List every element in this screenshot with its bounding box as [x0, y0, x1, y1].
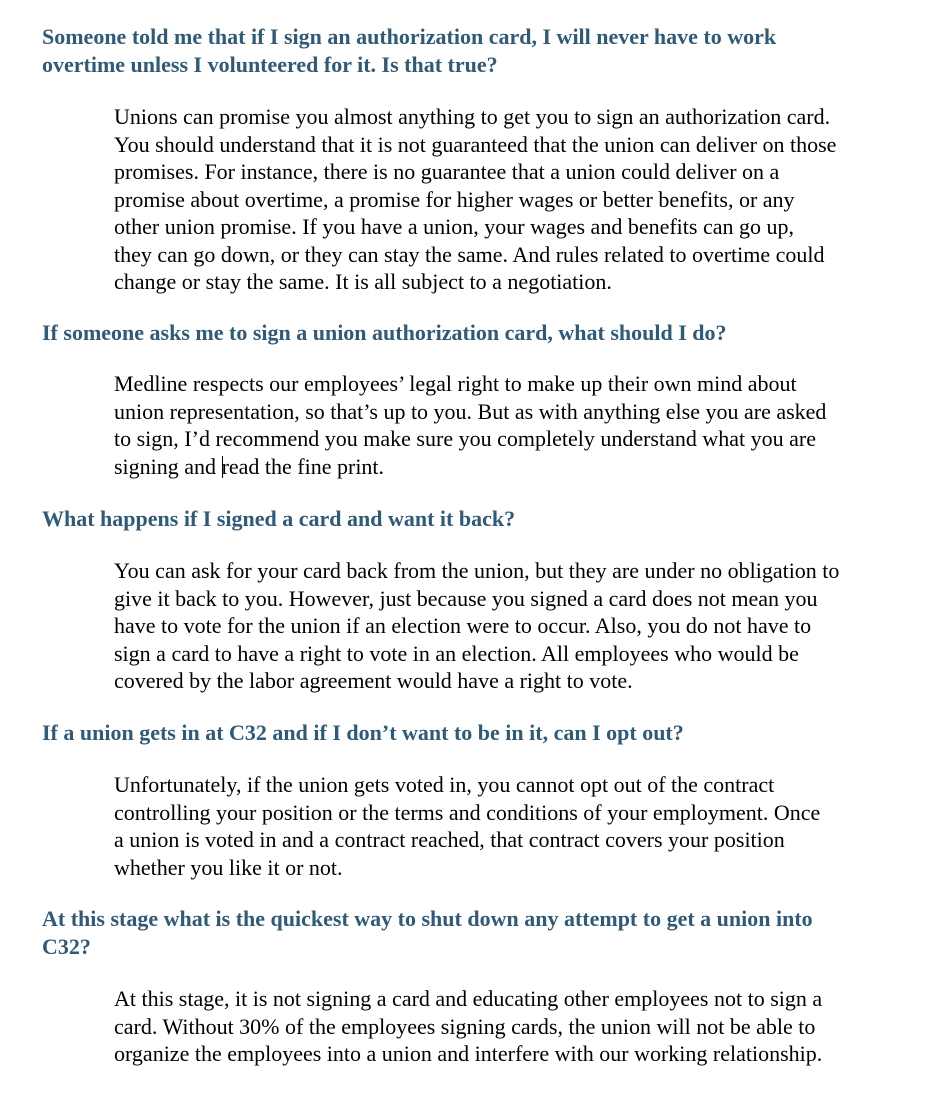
- answer-line: other union promise. If you have a union, your wages and benefits can go up,: [114, 214, 794, 239]
- answer-line: Unfortunately, if the union gets voted in, you cannot opt out of the contract: [114, 772, 775, 797]
- faq-question-shut-down: [42, 905, 892, 961]
- answer-text-before-caret: signing and: [114, 453, 222, 479]
- faq-answer-shut-down: [114, 985, 919, 1068]
- answer-line: controlling your position or the terms and conditions of your employment. Once: [114, 799, 821, 825]
- answer-line: At this stage, it is not signing a card and educating other employees not to sign a: [114, 986, 823, 1011]
- faq-answer-sign-card[interactable]: [114, 370, 919, 480]
- faq-question-card-back: [42, 505, 892, 533]
- answer-line: Medline respects our employees’ legal right to make up their own mind about: [114, 371, 797, 396]
- answer-line: card. Without 30% of the employees signing cards, the union will not be able to: [114, 1013, 816, 1039]
- question-line: Someone told me that if I sign an authorization card, I will never have to work: [42, 24, 777, 49]
- answer-line: You should understand that it is not guaranteed that the union can deliver on those: [114, 131, 837, 157]
- question-line: What happens if I signed a card and want it back?: [42, 506, 516, 531]
- answer-line: give it back to you. However, just because you signed a card does not mean you: [114, 585, 818, 611]
- faq-answer-card-back: [114, 557, 919, 695]
- question-line: overtime unless I volunteered for it. Is that true?: [42, 52, 498, 77]
- answer-text-after-caret: read the fine print.: [221, 453, 385, 479]
- faq-question-overtime: [42, 23, 892, 79]
- answer-line: organize the employees into a union and interfere with our working relationship.: [114, 1041, 823, 1066]
- answer-line: whether you like it or not.: [114, 854, 343, 880]
- answer-line: promise about overtime, a promise for higher wages or better benefits, or any: [114, 186, 795, 212]
- answer-line: to sign, I’d recommend you make sure you completely understand what you are: [114, 426, 816, 451]
- answer-line: have to vote for the union if an election were to occur. Also, you do not have to: [114, 613, 812, 638]
- answer-line: they can go down, or they can stay the same. And rules related to overtime could: [114, 241, 825, 267]
- answer-line: change or stay the same. It is all subject to a negotiation.: [114, 269, 612, 294]
- answer-line: union representation, so that’s up to you. But as with anything else you are asked: [114, 398, 827, 424]
- faq-question-opt-out: [42, 719, 892, 747]
- answer-line: [114, 453, 919, 481]
- faq-question-sign-card: [42, 319, 892, 347]
- answer-line: a union is voted in and a contract reached, that contract covers your position: [114, 827, 785, 852]
- answer-line: promises. For instance, there is no guarantee that a union could deliver on a: [114, 159, 780, 184]
- answer-line: Unions can promise you almost anything to get you to sign an authorization card.: [114, 104, 831, 129]
- faq-answer-opt-out: [114, 771, 919, 881]
- question-line: C32?: [42, 934, 91, 959]
- answer-line: covered by the labor agreement would have a right to vote.: [114, 668, 633, 693]
- answer-line: You can ask for your card back from the union, but they are under no obligation to: [114, 558, 840, 583]
- question-line: If a union gets in at C32 and if I don’t want to be in it, can I opt out?: [42, 720, 684, 745]
- faq-answer-overtime: [114, 103, 919, 296]
- question-line: At this stage what is the quickest way to shut down any attempt to get a union into: [42, 906, 813, 931]
- question-line: If someone asks me to sign a union authorization card, what should I do?: [42, 320, 727, 345]
- answer-line: sign a card to have a right to vote in an election. All employees who would be: [114, 640, 799, 666]
